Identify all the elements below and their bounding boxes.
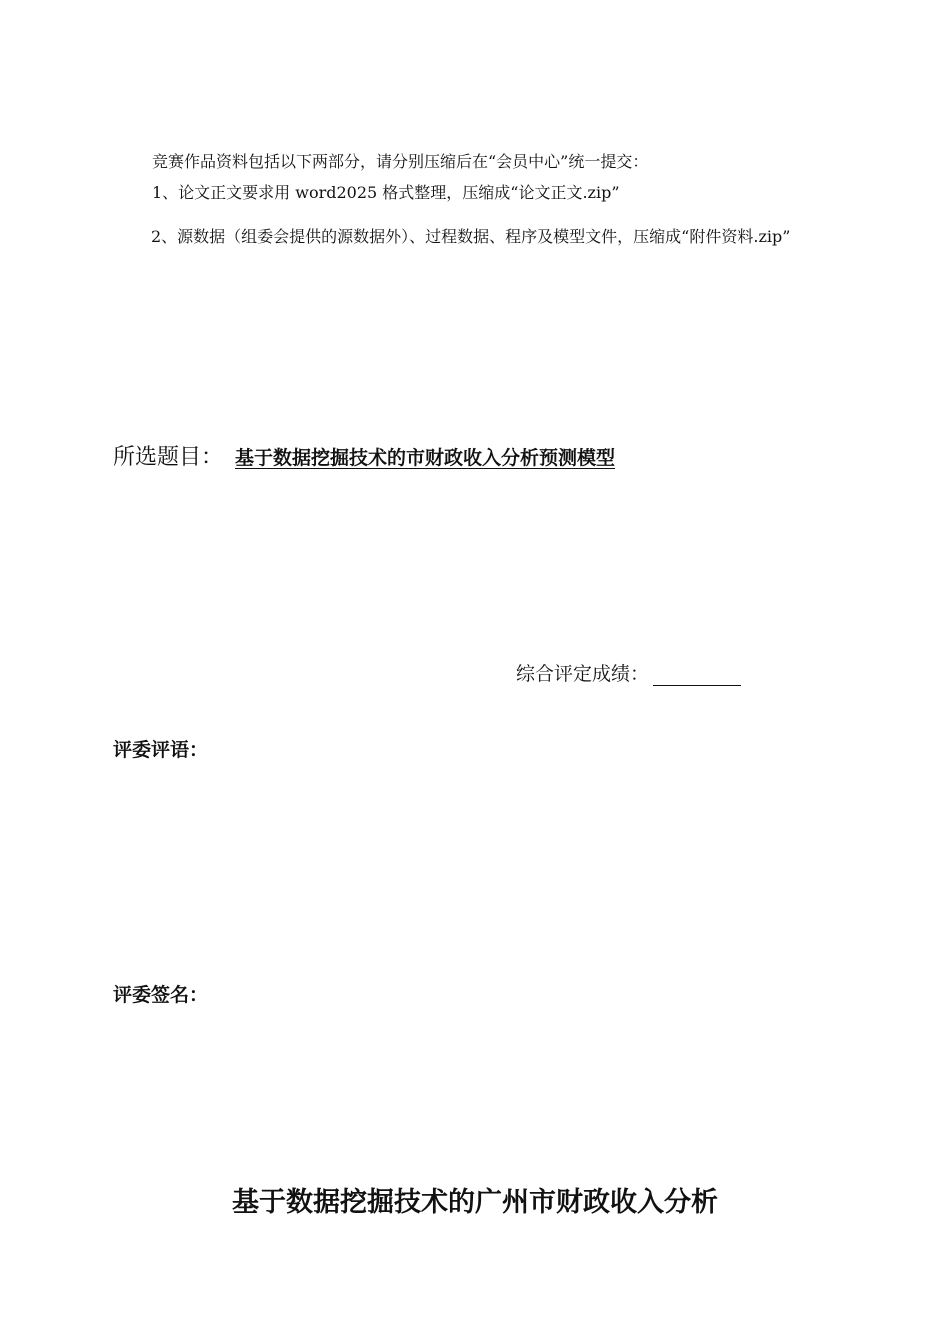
- score-label: 综合评定成绩：: [516, 663, 650, 685]
- intro-line-2: 1、论文正文要求用 word2025 格式整理，压缩成“论文正文.zip”: [152, 183, 620, 202]
- judge-comment-label: 评委评语：: [113, 739, 209, 761]
- judge-signature-label: 评委签名：: [113, 984, 209, 1006]
- topic-value: 基于数据挖掘技术的市财政收入分析预测模型: [235, 447, 616, 469]
- intro-line-1: 竞赛作品资料包括以下两部分，请分别压缩后在“会员中心”统一提交：: [152, 152, 649, 171]
- topic-row: [113, 440, 615, 471]
- score-blank-line: [653, 667, 741, 686]
- score-row: [516, 659, 741, 686]
- paper-title: 基于数据挖掘技术的广州市财政收入分析: [232, 1187, 718, 1218]
- intro-line-3: 2、源数据（组委会提供的源数据外）、过程数据、程序及模型文件，压缩成“附件资料.zip”: [151, 227, 791, 246]
- topic-label: 所选题目：: [113, 445, 224, 470]
